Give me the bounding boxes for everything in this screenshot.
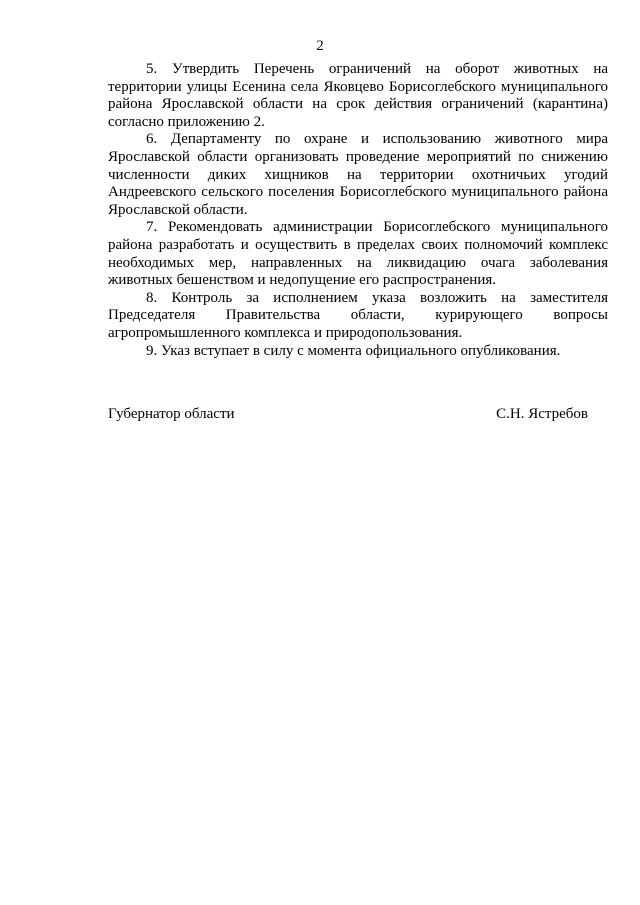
paragraph-text: Указ вступает в силу с момента официального опубликования. (161, 342, 561, 359)
paragraph-7 (108, 219, 608, 289)
paragraph-text: Контроль за исполнением указа возложить на заместителя Председателя Правительства области, курирующего вопросы агропромышленного комплекса и природопользования. (108, 289, 609, 341)
paragraph-8 (108, 290, 608, 343)
paragraph-5 (108, 61, 608, 131)
signatory-name: С.Н. Ястребов (496, 406, 588, 422)
paragraph-9 (108, 343, 608, 361)
paragraph-text: Департаменту по охране и использованию животного мира Ярославской области организовать проведение мероприятий по снижению численности диких хищников на территории охотничьих угодий Андреевского сельского поселения Борисоглебского муниципального района Ярославской области. (108, 131, 608, 218)
paragraph-number: 6. (146, 131, 158, 148)
page-number: 2 (316, 38, 324, 54)
paragraph-text: Рекомендовать администрации Борисоглебского муниципального района разработать и осуществить в пределах своих полномочий комплекс необходимых мер, направленных на ликвидацию очага заболевания животных бешенством и недопущение его распространения. (108, 219, 608, 289)
paragraph-number: 5. (146, 61, 158, 77)
paragraph-text: Утвердить Перечень ограничений на оборот животных на территории улицы Есенина села Яковцево Борисоглебского муниципального района Ярославской области на срок действия ограничений (карантина) согласно приложению 2. (108, 61, 609, 130)
paragraph-number: 7. (146, 219, 158, 236)
paragraph-number: 9. (146, 342, 158, 359)
paragraph-number: 8. (146, 289, 158, 306)
decree-body (108, 61, 608, 360)
paragraph-6 (108, 131, 608, 219)
signatory-position: Губернатор области (108, 406, 235, 422)
